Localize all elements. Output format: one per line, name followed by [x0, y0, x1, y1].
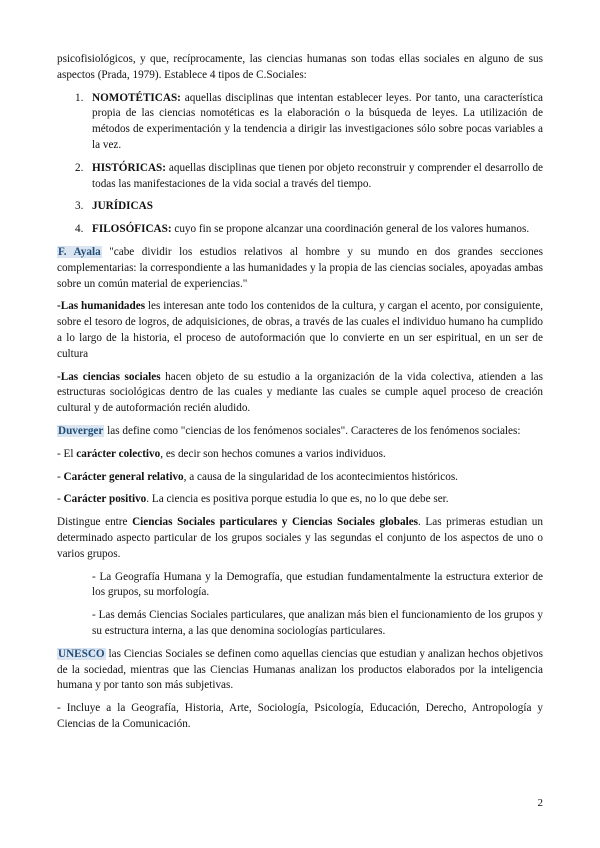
term-filosoficas: FILOSÓFICAS:: [92, 223, 172, 236]
sub-list: [57, 570, 543, 640]
unesco-highlight: UNESCO: [58, 647, 105, 660]
intro-paragraph: psicofisiológicos, y que, recíprocamente, las ciencias humanas son todas ellas sociales en alguno de sus aspectos (Prada, 1979). Establece 4 tipos de C.Sociales:: [57, 53, 543, 81]
document-body: [57, 52, 543, 740]
caracter-item: - El carácter colectivo, es decir son hechos comunes a varios individuos.: [57, 447, 386, 460]
sub-item: - La Geografía Humana y la Demografía, que estudian fundamentalmente la estructura exterior de los grupos, su morfología.: [92, 570, 543, 599]
unesco-paragraph: UNESCO las Ciencias Sociales se definen como aquellas ciencias que estudian y analizan hechos objetivos de la sociedad, mientras que las Ciencias Humanas analizan los productos elaborados por la inteligencia humana y por tanto son más subjetivas.: [57, 647, 543, 692]
humanidades-paragraph: -Las humanidades les interesan ante todo los contenidos de la cultura, y cargan el acento, por consiguiente, sobre el tesoro de logros, de adquisiciones, de obras, a través de las cuales el individuo humano ha cumplido a lo largo de la historia, el proceso de autoformación que lo convierte en un ser espiritual, en un ser de cultura: [57, 300, 543, 360]
caracter-item: - Carácter positivo. La ciencia es positiva porque estudia lo que es, no lo que debe ser.: [57, 493, 449, 506]
tipos-list: [57, 91, 543, 238]
duverger-paragraph: Duverger las define como "ciencias de los fenómenos sociales". Caracteres de los fenómenos sociales:: [58, 424, 521, 437]
term-nomoteticas: NOMOTÉTICAS:: [92, 91, 181, 104]
distingue-paragraph: Distingue entre Ciencias Sociales particulares y Ciencias Sociales globales. Las primeras estudian un determinado aspecto particular de los grupos sociales y las segundas el conjunto de los aspectos de uno o varios grupos.: [57, 516, 543, 560]
sub-item: - Las demás Ciencias Sociales particulares, que analizan más bien el funcionamiento de los grupos y su estructura interna, a las que denomina sociologías particulares.: [92, 609, 543, 637]
incluye-paragraph: - Incluye a la Geografía, Historia, Arte, Sociología, Psicología, Educación, Derecho, Antropología y Ciencias de la Comunicación.: [57, 702, 543, 730]
list-item: 1. NOMOTÉTICAS: aquellas disciplinas que intentan establecer leyes. Por tanto, una característica propia de las ciencias nomotéticas es la elaboración o la búsqueda de leyes. La utilización de métodos de experimentación y la tendencia a dirigir las investigaciones sólo sobre pocas variables a la vez.: [75, 91, 543, 151]
ayala-highlight: F. Ayala: [58, 245, 101, 258]
duverger-highlight: Duverger: [58, 424, 104, 437]
list-item: 2. HISTÓRICAS: aquellas disciplinas que tienen por objeto reconstruir y comprender el desarrollo de todas las manifestaciones de la vida social a través del tiempo.: [75, 161, 543, 190]
list-item: 4. FILOSÓFICAS: cuyo fin se propone alcanzar una coordinación general de los valores humanos.: [75, 223, 530, 236]
ciencias-sociales-paragraph: -Las ciencias sociales hacen objeto de su estudio a la organización de la vida colectiva, atienden a las estructuras sociológicas dentro de las cuales y mediante las cuales se cumple aquel proceso de creación cultural y de autoformación recién aludido.: [57, 370, 543, 415]
page-number: 2: [537, 797, 543, 809]
list-item: 3. JURÍDICAS: [75, 200, 153, 213]
term-historicas: HISTÓRICAS:: [92, 161, 166, 174]
caracter-item: - Carácter general relativo, a causa de la singularidad de los acontecimientos históricos.: [57, 470, 458, 483]
ayala-paragraph: F. Ayala "cabe dividir los estudios relativos al hombre y su mundo en dos grandes secciones complementarias: la correspondiente a las humanidades y la propia de las ciencias sociales, apoyadas ambas sobre un común material de experiencias.": [57, 245, 544, 290]
term-juridicas: JURÍDICAS: [92, 200, 153, 213]
